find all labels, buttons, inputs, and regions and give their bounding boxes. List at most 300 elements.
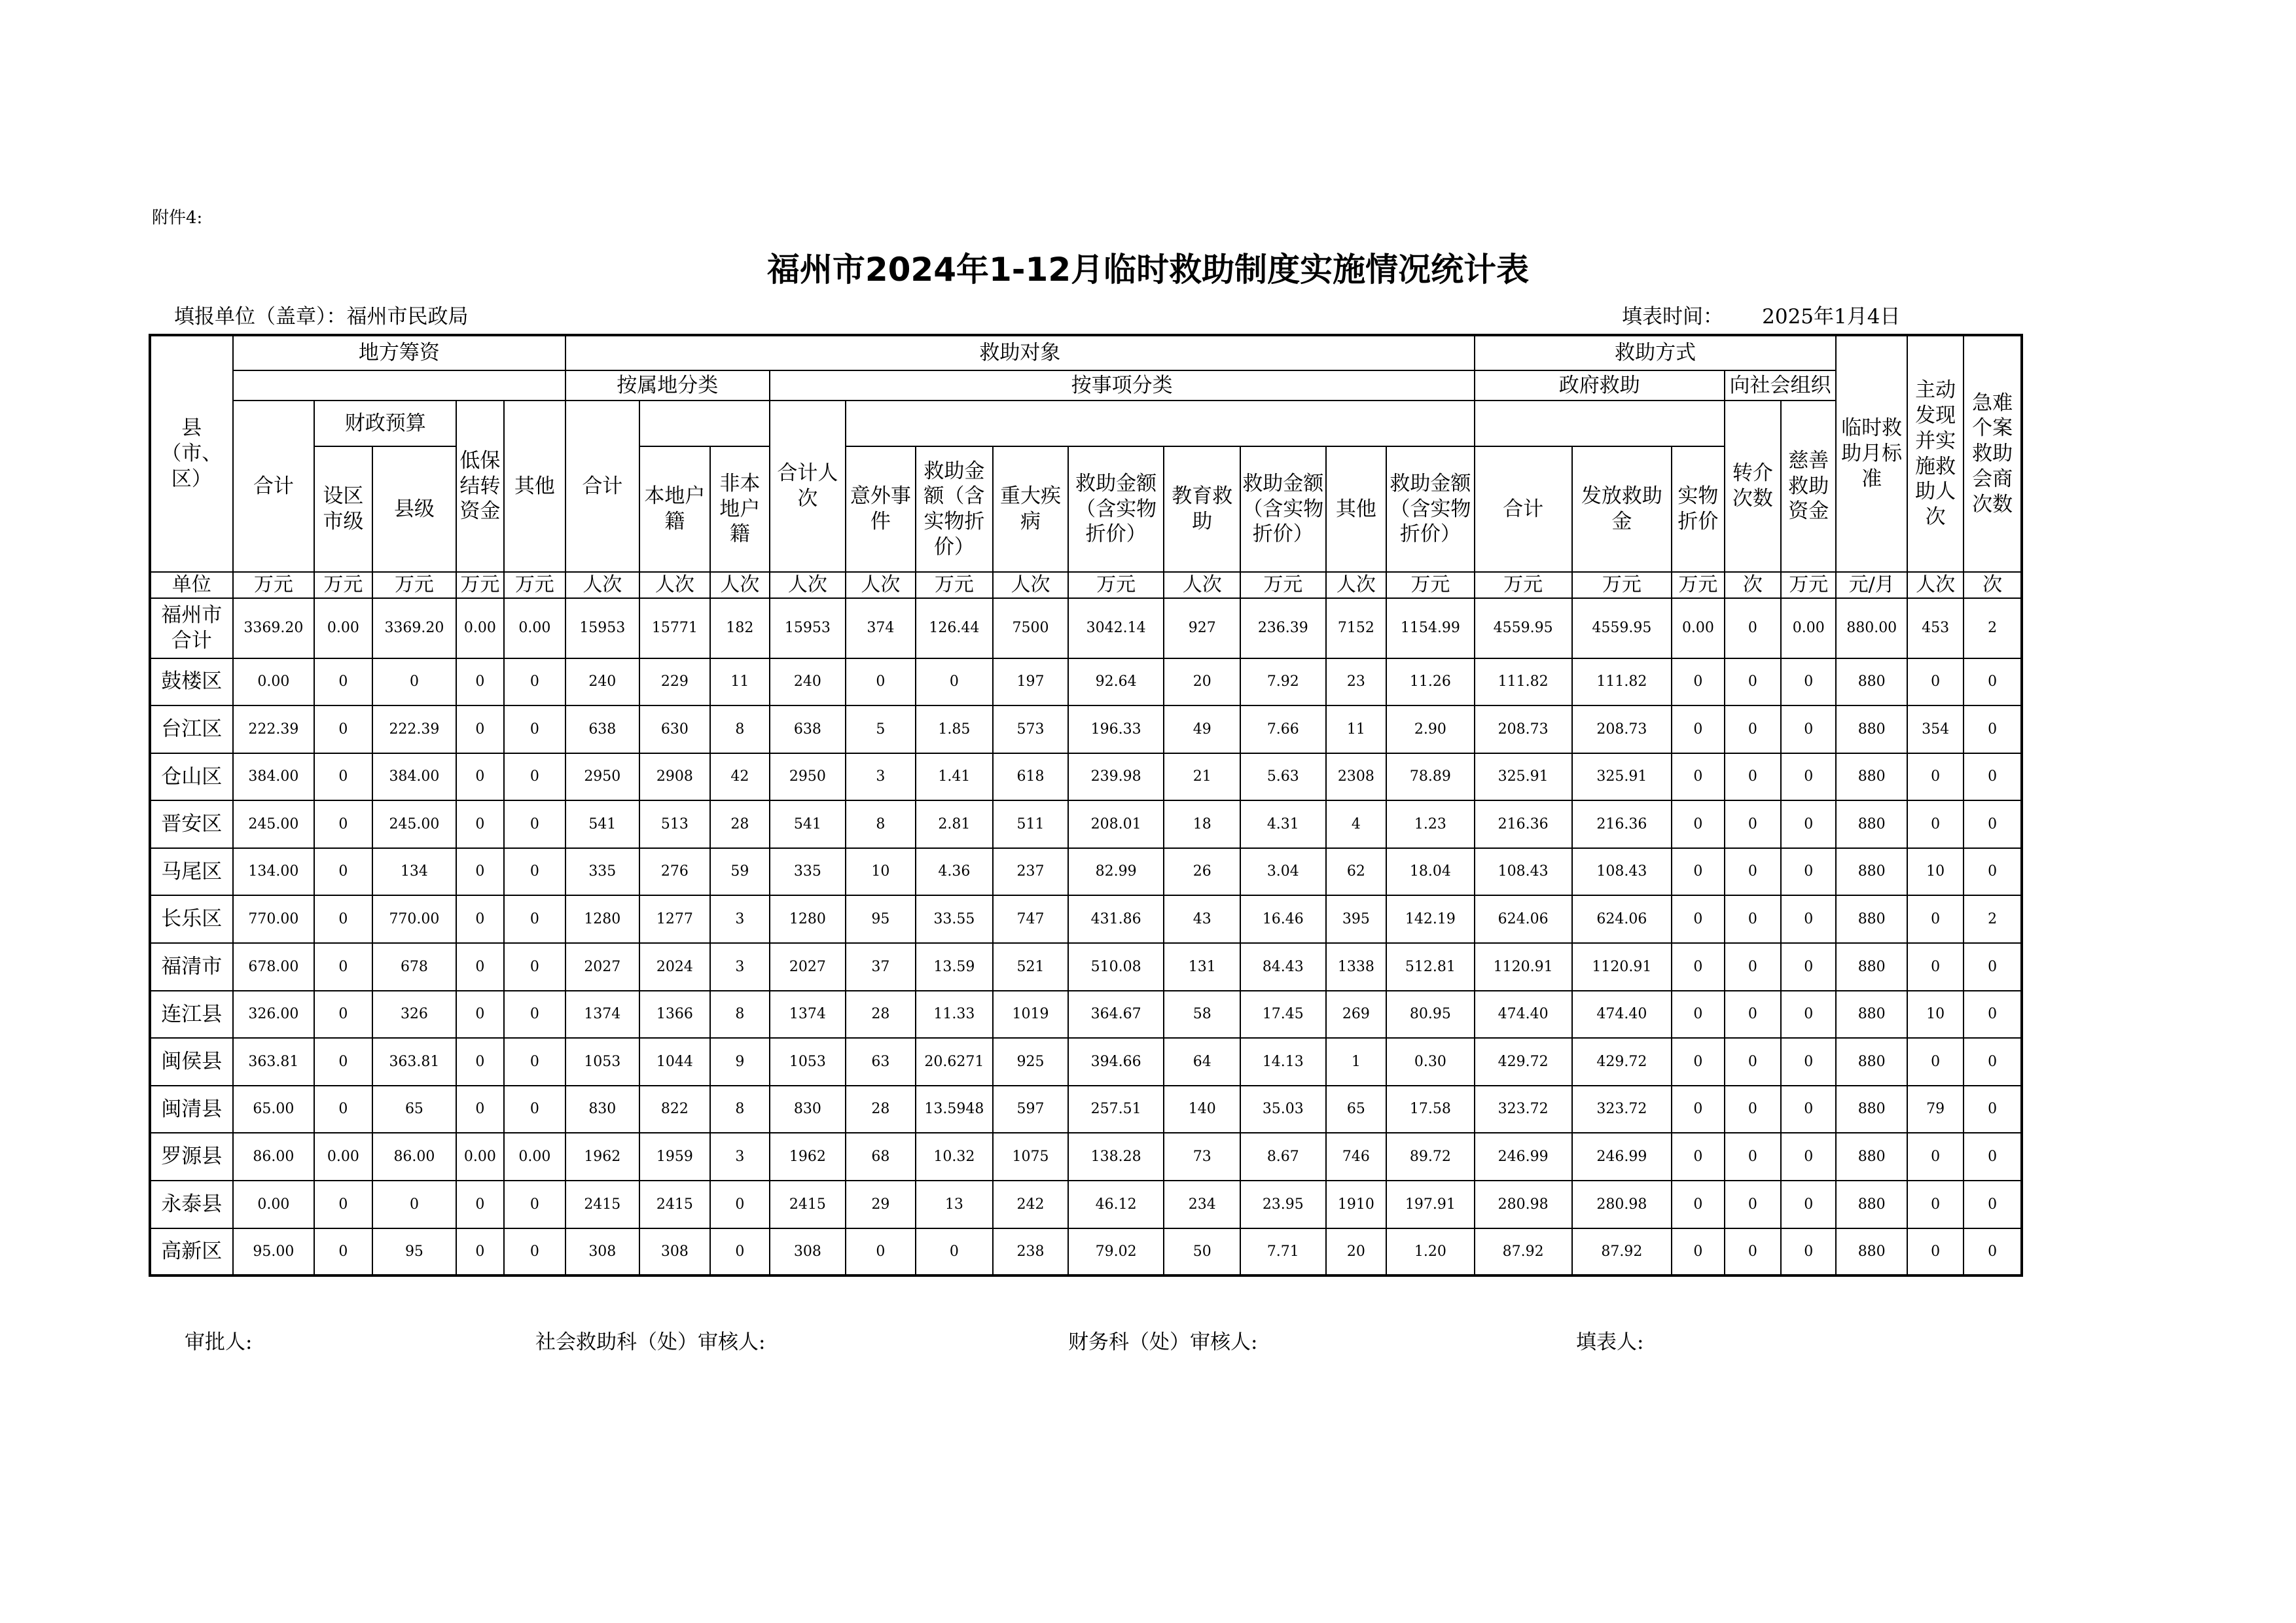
- table-cell: 0: [1781, 1133, 1836, 1181]
- table-cell: 0: [456, 753, 503, 801]
- table-cell: 28: [846, 1086, 916, 1133]
- table-cell: 618: [993, 753, 1068, 801]
- table-row: [150, 991, 2022, 1039]
- table-cell: 880: [1836, 753, 1907, 801]
- table-cell: 0: [1725, 1228, 1781, 1276]
- table-cell: 280.98: [1475, 1181, 1572, 1228]
- table-cell: 65.00: [233, 1086, 315, 1133]
- row-county-name: 福清市: [150, 943, 233, 991]
- table-cell: 13: [916, 1181, 994, 1228]
- unit-cell: 万元: [1672, 572, 1724, 598]
- table-cell: 64: [1164, 1038, 1240, 1086]
- table-cell: 1374: [770, 991, 846, 1039]
- table-cell: 0.00: [1672, 598, 1724, 658]
- table-cell: 431.86: [1068, 895, 1164, 943]
- table-cell: 0: [1907, 1038, 1964, 1086]
- table-cell: 0: [1725, 848, 1781, 896]
- table-cell: 142.19: [1386, 895, 1475, 943]
- unit-cell: 元/月: [1836, 572, 1907, 598]
- table-cell: 8.67: [1240, 1133, 1326, 1181]
- table-cell: 11.26: [1386, 658, 1475, 706]
- table-cell: 0: [1725, 1133, 1781, 1181]
- table-cell: 280.98: [1572, 1181, 1672, 1228]
- table-cell: 0: [1672, 1181, 1724, 1228]
- table-cell: 20: [1326, 1228, 1386, 1276]
- table-cell: 240: [770, 658, 846, 706]
- table-cell: 0: [314, 1228, 372, 1276]
- table-cell: 0: [1781, 1038, 1836, 1086]
- table-cell: 308: [639, 1228, 711, 1276]
- table-cell: 770.00: [372, 895, 457, 943]
- table-cell: 65: [372, 1086, 457, 1133]
- table-cell: 354: [1907, 705, 1964, 753]
- table-cell: 0: [314, 1181, 372, 1228]
- table-cell: 65: [1326, 1086, 1386, 1133]
- table-cell: 0: [846, 658, 916, 706]
- table-cell: 822: [639, 1086, 711, 1133]
- table-cell: 474.40: [1475, 991, 1572, 1039]
- table-cell: 3: [710, 1133, 769, 1181]
- table-cell: 323.72: [1572, 1086, 1672, 1133]
- table-cell: 830: [565, 1086, 639, 1133]
- header-by-matter: 按事项分类: [770, 370, 1475, 401]
- table-cell: 1.20: [1386, 1228, 1475, 1276]
- header-blank: [233, 370, 565, 401]
- header-county-level: 县级: [372, 446, 457, 572]
- table-cell: 2: [1964, 598, 2022, 658]
- table-cell: 131: [1164, 943, 1240, 991]
- unit-cell: 人次: [710, 572, 769, 598]
- header-county: 县（市、区）: [150, 335, 233, 572]
- table-cell: 453: [1907, 598, 1964, 658]
- table-cell: 4559.95: [1572, 598, 1672, 658]
- table-cell: 2908: [639, 753, 711, 801]
- table-cell: 880: [1836, 895, 1907, 943]
- table-cell: 624.06: [1572, 895, 1672, 943]
- table-cell: 0: [1725, 943, 1781, 991]
- table-cell: 33.55: [916, 895, 994, 943]
- table-cell: 11: [1326, 705, 1386, 753]
- table-cell: 246.99: [1572, 1133, 1672, 1181]
- table-cell: 521: [993, 943, 1068, 991]
- table-cell: 216.36: [1572, 800, 1672, 848]
- table-cell: 0.00: [456, 1133, 503, 1181]
- table-cell: 0: [1907, 1133, 1964, 1181]
- table-cell: 0: [1672, 1228, 1724, 1276]
- table-cell: 0: [1907, 1228, 1964, 1276]
- row-county-name: 连江县: [150, 991, 233, 1039]
- table-cell: 1962: [565, 1133, 639, 1181]
- table-cell: 0: [1907, 943, 1964, 991]
- table-cell: 87.92: [1475, 1228, 1572, 1276]
- unit-cell: 万元: [1781, 572, 1836, 598]
- table-cell: 0: [504, 1181, 565, 1228]
- table-cell: 323.72: [1475, 1086, 1572, 1133]
- row-county-name: 闽清县: [150, 1086, 233, 1133]
- table-cell: 35.03: [1240, 1086, 1326, 1133]
- table-cell: 335: [565, 848, 639, 896]
- table-cell: 3042.14: [1068, 598, 1164, 658]
- table-cell: 79: [1907, 1086, 1964, 1133]
- table-cell: 2415: [639, 1181, 711, 1228]
- table-cell: 7152: [1326, 598, 1386, 658]
- table-cell: 0: [1725, 895, 1781, 943]
- table-cell: 1120.91: [1475, 943, 1572, 991]
- header-local-hukou: 本地户籍: [639, 446, 711, 572]
- table-cell: 229: [639, 658, 711, 706]
- table-cell: 21: [1164, 753, 1240, 801]
- table-cell: 29: [846, 1181, 916, 1228]
- table-cell: 16.46: [1240, 895, 1326, 943]
- table-cell: 46.12: [1068, 1181, 1164, 1228]
- table-row: [150, 753, 2022, 801]
- table-cell: 0.30: [1386, 1038, 1475, 1086]
- table-cell: 0: [456, 1086, 503, 1133]
- table-cell: 0: [456, 800, 503, 848]
- table-cell: 1: [1326, 1038, 1386, 1086]
- table-cell: 0: [1672, 895, 1724, 943]
- table-cell: 0: [314, 848, 372, 896]
- table-cell: 0: [1672, 943, 1724, 991]
- table-cell: 7500: [993, 598, 1068, 658]
- table-cell: 15953: [770, 598, 846, 658]
- table-cell: 0: [314, 895, 372, 943]
- table-cell: 95: [372, 1228, 457, 1276]
- header-major-illness: 重大疾病: [993, 446, 1068, 572]
- table-cell: 257.51: [1068, 1086, 1164, 1133]
- table-row: [150, 800, 2022, 848]
- table-cell: 541: [770, 800, 846, 848]
- table-cell: 1280: [565, 895, 639, 943]
- table-cell: 880: [1836, 1181, 1907, 1228]
- table-cell: 269: [1326, 991, 1386, 1039]
- table-cell: 1277: [639, 895, 711, 943]
- table-cell: 0: [1672, 753, 1724, 801]
- table-cell: 308: [565, 1228, 639, 1276]
- table-cell: 394.66: [1068, 1038, 1164, 1086]
- table-cell: 374: [846, 598, 916, 658]
- table-cell: 80.95: [1386, 991, 1475, 1039]
- table-cell: 7.92: [1240, 658, 1326, 706]
- row-county-name: 仓山区: [150, 753, 233, 801]
- table-cell: 17.45: [1240, 991, 1326, 1039]
- table-cell: 15953: [565, 598, 639, 658]
- table-cell: 0: [1964, 1181, 2022, 1228]
- table-cell: 20: [1164, 658, 1240, 706]
- table-cell: 0: [1781, 658, 1836, 706]
- table-cell: 1959: [639, 1133, 711, 1181]
- table-cell: 510.08: [1068, 943, 1164, 991]
- table-cell: 9: [710, 1038, 769, 1086]
- table-cell: 0: [314, 658, 372, 706]
- table-cell: 134.00: [233, 848, 315, 896]
- header-to-social-org: 向社会组织: [1725, 370, 1837, 401]
- table-cell: 92.64: [1068, 658, 1164, 706]
- header-education-aid: 教育救助: [1164, 446, 1240, 572]
- table-cell: 15771: [639, 598, 711, 658]
- table-cell: 880: [1836, 1038, 1907, 1086]
- header-in-kind: 实物折价: [1672, 446, 1724, 572]
- header-referrals: 转介次数: [1725, 401, 1781, 572]
- table-cell: 23: [1326, 658, 1386, 706]
- header-recipients: 救助对象: [565, 335, 1475, 370]
- table-cell: 216.36: [1475, 800, 1572, 848]
- table-cell: 1053: [565, 1038, 639, 1086]
- table-cell: 880: [1836, 943, 1907, 991]
- table-cell: 2415: [770, 1181, 846, 1228]
- table-cell: 8: [846, 800, 916, 848]
- table-cell: 0: [372, 658, 457, 706]
- header-matter-other: 其他: [1326, 446, 1386, 572]
- table-cell: 126.44: [916, 598, 994, 658]
- row-county-name: 鼓楼区: [150, 658, 233, 706]
- row-county-name: 台江区: [150, 705, 233, 753]
- table-cell: 335: [770, 848, 846, 896]
- table-cell: 880: [1836, 705, 1907, 753]
- header-proactive: 主动发现并实施救助人次: [1907, 335, 1964, 572]
- table-cell: 512.81: [1386, 943, 1475, 991]
- table-cell: 245.00: [372, 800, 457, 848]
- table-cell: 20.6271: [916, 1038, 994, 1086]
- table-cell: 0: [504, 1228, 565, 1276]
- table-cell: 1053: [770, 1038, 846, 1086]
- table-cell: 0: [314, 800, 372, 848]
- fill-time-label: 填表时间：: [1622, 305, 1723, 329]
- table-cell: 2.90: [1386, 705, 1475, 753]
- unit-cell: 人次: [1164, 572, 1240, 598]
- table-cell: 111.82: [1572, 658, 1672, 706]
- table-cell: 59: [710, 848, 769, 896]
- unit-label: 单位: [150, 572, 233, 598]
- table-cell: 0: [1781, 753, 1836, 801]
- table-cell: 95.00: [233, 1228, 315, 1276]
- header-charity-funds: 慈善救助资金: [1781, 401, 1836, 572]
- table-cell: 326.00: [233, 991, 315, 1039]
- table-cell: 0: [1672, 1133, 1724, 1181]
- table-cell: 308: [770, 1228, 846, 1276]
- table-cell: 245.00: [233, 800, 315, 848]
- table-cell: 429.72: [1572, 1038, 1672, 1086]
- unit-cell: 万元: [1475, 572, 1572, 598]
- table-cell: 0.00: [456, 598, 503, 658]
- unit-cell: 万元: [1068, 572, 1164, 598]
- table-cell: 2024: [639, 943, 711, 991]
- table-cell: 0: [504, 800, 565, 848]
- header-district-city: 设区市级: [314, 446, 372, 572]
- unit-cell: 人次: [846, 572, 916, 598]
- table-cell: 1910: [1326, 1181, 1386, 1228]
- table-cell: 830: [770, 1086, 846, 1133]
- header-residence-blank: [639, 401, 770, 446]
- table-row: [150, 658, 2022, 706]
- table-cell: 1019: [993, 991, 1068, 1039]
- table-cell: 0: [456, 658, 503, 706]
- footer-filler: 填表人:: [1576, 1330, 1644, 1354]
- table-cell: 770.00: [233, 895, 315, 943]
- unit-cell: 次: [1964, 572, 2022, 598]
- table-cell: 4.36: [916, 848, 994, 896]
- table-cell: 23.95: [1240, 1181, 1326, 1228]
- row-county-name: 闽侯县: [150, 1038, 233, 1086]
- table-cell: 13.5948: [916, 1086, 994, 1133]
- table-cell: 50: [1164, 1228, 1240, 1276]
- table-cell: 0: [1964, 705, 2022, 753]
- attachment-label: 附件4:: [152, 208, 203, 228]
- table-cell: 0: [1907, 658, 1964, 706]
- table-cell: 325.91: [1572, 753, 1672, 801]
- table-cell: 0: [1781, 705, 1836, 753]
- table-cell: 746: [1326, 1133, 1386, 1181]
- table-cell: 0: [1672, 1086, 1724, 1133]
- table-cell: 0: [456, 1038, 503, 1086]
- table-cell: 37: [846, 943, 916, 991]
- table-cell: 0: [504, 895, 565, 943]
- table-cell: 638: [565, 705, 639, 753]
- table-cell: 0: [1781, 943, 1836, 991]
- table-cell: 49: [1164, 705, 1240, 753]
- unit-cell: 万元: [916, 572, 994, 598]
- table-cell: 880: [1836, 658, 1907, 706]
- table-cell: 0: [314, 753, 372, 801]
- table-cell: 234: [1164, 1181, 1240, 1228]
- fill-unit: 填报单位（盖章）：福州市民政局: [174, 305, 469, 329]
- table-cell: 10: [846, 848, 916, 896]
- table-cell: 0: [314, 991, 372, 1039]
- table-cell: 1374: [565, 991, 639, 1039]
- table-cell: 925: [993, 1038, 1068, 1086]
- table-cell: 364.67: [1068, 991, 1164, 1039]
- table-cell: 239.98: [1068, 753, 1164, 801]
- table-cell: 0: [1672, 991, 1724, 1039]
- table-cell: 111.82: [1475, 658, 1572, 706]
- table-cell: 82.99: [1068, 848, 1164, 896]
- table-cell: 0: [504, 991, 565, 1039]
- table-cell: 2.81: [916, 800, 994, 848]
- table-cell: 73: [1164, 1133, 1240, 1181]
- table-cell: 880.00: [1836, 598, 1907, 658]
- table-cell: 3: [710, 943, 769, 991]
- table-cell: 0.00: [314, 598, 372, 658]
- table-cell: 26: [1164, 848, 1240, 896]
- table-cell: 0: [504, 943, 565, 991]
- table-cell: 208.01: [1068, 800, 1164, 848]
- table-cell: 89.72: [1386, 1133, 1475, 1181]
- unit-cell: 万元: [1240, 572, 1326, 598]
- unit-row: [150, 572, 2022, 598]
- table-cell: 624.06: [1475, 895, 1572, 943]
- table-cell: 638: [770, 705, 846, 753]
- header-dibao-transfer: 低保结转资金: [456, 401, 503, 572]
- table-cell: 17.58: [1386, 1086, 1475, 1133]
- table-cell: 3: [710, 895, 769, 943]
- table-cell: 197.91: [1386, 1181, 1475, 1228]
- table-cell: 0: [504, 1038, 565, 1086]
- table-cell: 0: [1725, 1086, 1781, 1133]
- table-cell: 28: [710, 800, 769, 848]
- table-cell: 236.39: [1240, 598, 1326, 658]
- table-cell: 10: [1907, 991, 1964, 1039]
- unit-cell: 万元: [456, 572, 503, 598]
- table-cell: 630: [639, 705, 711, 753]
- table-cell: 0: [504, 1086, 565, 1133]
- table-cell: 573: [993, 705, 1068, 753]
- header-education-amount: 救助金额（含实物折价）: [1240, 446, 1326, 572]
- table-cell: 363.81: [233, 1038, 315, 1086]
- unit-cell: 人次: [565, 572, 639, 598]
- header-aid-method: 救助方式: [1475, 335, 1837, 370]
- table-cell: 0: [456, 943, 503, 991]
- table-cell: 78.89: [1386, 753, 1475, 801]
- table-cell: 3: [846, 753, 916, 801]
- header-cash-grant: 发放救助金: [1572, 446, 1672, 572]
- header-accident-amount: 救助金额（含实物折价）: [916, 446, 994, 572]
- table-row: [150, 598, 2022, 658]
- table-cell: 246.99: [1475, 1133, 1572, 1181]
- table-cell: 2308: [1326, 753, 1386, 801]
- table-cell: 0: [1725, 753, 1781, 801]
- table-cell: 1154.99: [1386, 598, 1475, 658]
- table-cell: 43: [1164, 895, 1240, 943]
- table-cell: 7.66: [1240, 705, 1326, 753]
- table-cell: 1.41: [916, 753, 994, 801]
- table-cell: 62: [1326, 848, 1386, 896]
- row-county-name: 晋安区: [150, 800, 233, 848]
- header-monthly-standard: 临时救助月标准: [1836, 335, 1907, 572]
- statistics-table: [149, 334, 2023, 1277]
- table-cell: 678.00: [233, 943, 315, 991]
- table-cell: 10.32: [916, 1133, 994, 1181]
- table-cell: 0: [710, 1228, 769, 1276]
- table-cell: 138.28: [1068, 1133, 1164, 1181]
- table-cell: 1.23: [1386, 800, 1475, 848]
- header-gov-blank: [1475, 401, 1725, 446]
- table-cell: 0: [1725, 991, 1781, 1039]
- table-cell: 880: [1836, 1228, 1907, 1276]
- table-cell: 3369.20: [233, 598, 315, 658]
- table-row: [150, 1181, 2022, 1228]
- table-cell: 196.33: [1068, 705, 1164, 753]
- table-cell: 2950: [565, 753, 639, 801]
- table-cell: 325.91: [1475, 753, 1572, 801]
- header-difficult-cases: 急难个案救助会商次数: [1964, 335, 2022, 572]
- row-county-name: 罗源县: [150, 1133, 233, 1181]
- table-cell: 0: [456, 895, 503, 943]
- table-cell: 0: [1781, 895, 1836, 943]
- table-cell: 384.00: [372, 753, 457, 801]
- table-cell: 10: [1907, 848, 1964, 896]
- table-cell: 541: [565, 800, 639, 848]
- table-cell: 42: [710, 753, 769, 801]
- header-funding-total: 合计: [233, 401, 315, 572]
- table-cell: 0: [1781, 1228, 1836, 1276]
- table-cell: 87.92: [1572, 1228, 1672, 1276]
- table-cell: 108.43: [1572, 848, 1672, 896]
- table-cell: 513: [639, 800, 711, 848]
- unit-cell: 人次: [639, 572, 711, 598]
- table-cell: 1044: [639, 1038, 711, 1086]
- header-other-amount: 救助金额（含实物折价）: [1386, 446, 1475, 572]
- table-cell: 0.00: [233, 1181, 315, 1228]
- table-cell: 4: [1326, 800, 1386, 848]
- table-cell: 880: [1836, 1133, 1907, 1181]
- table-cell: 474.40: [1572, 991, 1672, 1039]
- table-cell: 182: [710, 598, 769, 658]
- table-cell: 678: [372, 943, 457, 991]
- table-cell: 13.59: [916, 943, 994, 991]
- table-cell: 880: [1836, 800, 1907, 848]
- table-cell: 0: [1964, 658, 2022, 706]
- header-nonlocal-hukou: 非本地户籍: [710, 446, 769, 572]
